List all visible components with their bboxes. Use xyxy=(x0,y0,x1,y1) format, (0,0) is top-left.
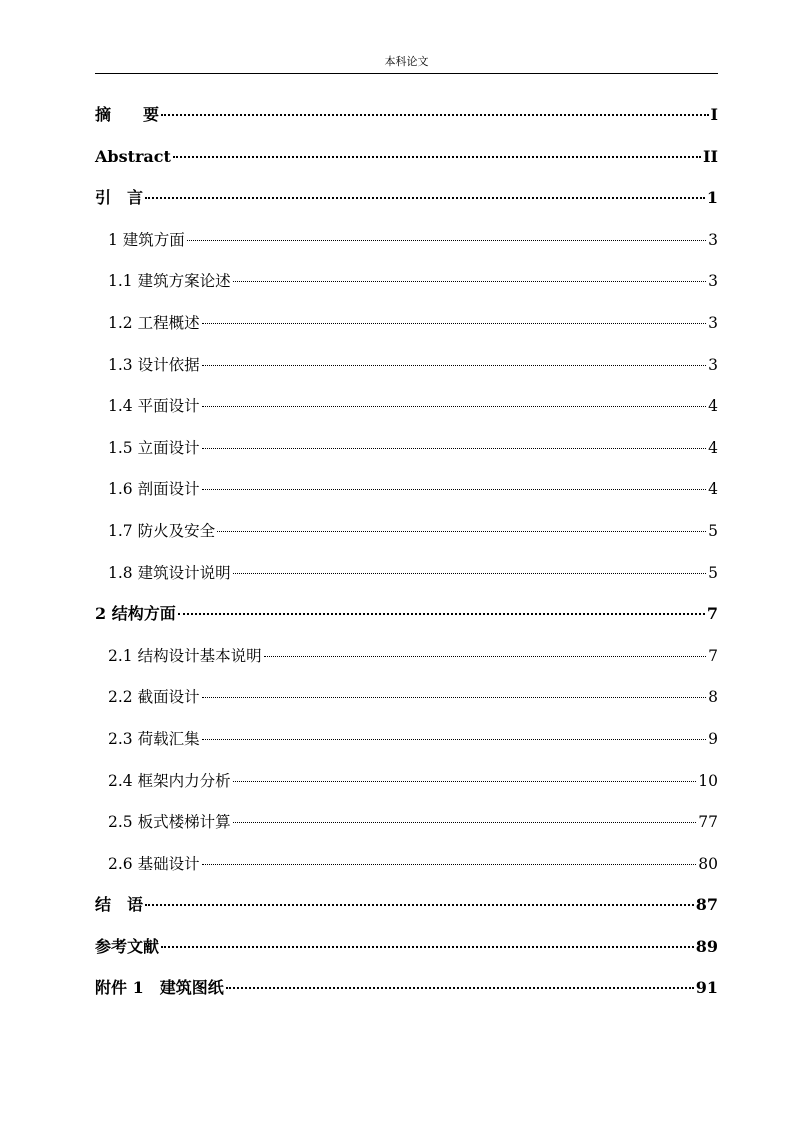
toc-entry-page: II xyxy=(703,146,718,166)
toc-entry-page: 3 xyxy=(708,313,718,332)
dot-leader xyxy=(226,987,694,989)
toc-entry-section-1-5[interactable] xyxy=(95,436,718,478)
dot-leader xyxy=(217,531,706,532)
toc-entry-conclusion[interactable] xyxy=(95,893,718,935)
toc-entry-title: 1.6 剖面设计 xyxy=(108,480,200,499)
toc-entry-title: 1.7 防火及安全 xyxy=(108,521,216,540)
dot-leader xyxy=(178,613,705,615)
toc-entry-page: 10 xyxy=(698,771,718,790)
toc-entry-title: 2 结构方面 xyxy=(95,604,176,624)
toc-entry-section-2-4[interactable] xyxy=(95,769,718,811)
dot-leader xyxy=(233,281,707,282)
toc-entry-title: 2.4 框架内力分析 xyxy=(108,771,231,790)
toc-entry-title: 1.3 设计依据 xyxy=(108,355,200,374)
toc-entry-title: 2.3 荷载汇集 xyxy=(108,729,200,748)
toc-entry-page: 91 xyxy=(695,978,718,998)
toc-entry-page: 3 xyxy=(708,355,718,374)
dot-leader xyxy=(145,197,705,199)
toc-entry-section-2-1[interactable] xyxy=(95,644,718,686)
dot-leader xyxy=(161,114,709,116)
toc-entry-page: 7 xyxy=(708,646,718,665)
dot-leader xyxy=(173,156,701,158)
dot-leader xyxy=(161,946,694,948)
toc-entry-title: 2.5 板式楼梯计算 xyxy=(108,813,231,832)
dot-leader xyxy=(233,822,697,823)
toc-entry-section-1-1[interactable] xyxy=(95,269,718,311)
dot-leader xyxy=(202,406,707,407)
toc-entry-page: I xyxy=(710,105,718,124)
toc-entry-section-1[interactable] xyxy=(95,228,718,270)
toc-entry-title: 1.2 工程概述 xyxy=(108,313,200,332)
toc-entry-page: 80 xyxy=(698,854,718,873)
toc-entry-section-2-6[interactable] xyxy=(95,852,718,894)
toc-entry-section-2-2[interactable] xyxy=(95,685,718,727)
toc-entry-section-1-8[interactable] xyxy=(95,561,718,603)
toc-entry-title: 1.1 建筑方案论述 xyxy=(108,272,231,291)
toc-entry-section-1-6[interactable] xyxy=(95,477,718,519)
toc-entry-page: 8 xyxy=(708,688,718,707)
toc-entry-page: 4 xyxy=(708,480,718,499)
toc-entry-introduction[interactable] xyxy=(95,186,718,228)
toc-entry-title: 引 言 xyxy=(95,188,144,208)
toc-entry-section-1-3[interactable] xyxy=(95,353,718,395)
dot-leader xyxy=(187,240,706,241)
toc-entry-section-2-5[interactable] xyxy=(95,810,718,852)
toc-entry-section-1-2[interactable] xyxy=(95,311,718,353)
toc-entry-title: 结 语 xyxy=(95,895,144,915)
toc-entry-title: Abstract xyxy=(95,146,171,166)
toc-entry-section-1-4[interactable] xyxy=(95,394,718,436)
toc-entry-abstract-en[interactable] xyxy=(95,145,718,187)
toc-entry-page: 9 xyxy=(708,729,718,748)
dot-leader xyxy=(233,781,697,782)
toc-entry-title: 1 建筑方面 xyxy=(108,230,185,249)
toc-entry-title: 2.6 基础设计 xyxy=(108,854,200,873)
dot-leader xyxy=(202,489,707,490)
dot-leader xyxy=(202,323,707,324)
dot-leader xyxy=(145,904,694,906)
toc-entry-title: 1.5 立面设计 xyxy=(108,438,200,457)
toc-entry-page: 5 xyxy=(708,521,718,540)
toc-entry-abstract-cn[interactable] xyxy=(95,103,718,145)
toc-entry-page: 4 xyxy=(708,438,718,457)
toc-entry-section-2[interactable] xyxy=(95,602,718,644)
toc-entry-title: 附件 1 建筑图纸 xyxy=(95,978,224,998)
dot-leader xyxy=(202,448,707,449)
toc-entry-section-1-7[interactable] xyxy=(95,519,718,561)
toc-entry-section-2-3[interactable] xyxy=(95,727,718,769)
page-header xyxy=(95,56,718,74)
toc-entry-page: 3 xyxy=(708,230,718,249)
toc-entry-title: 1.4 平面设计 xyxy=(108,397,200,416)
dot-leader xyxy=(202,697,707,698)
toc-entry-title: 2.2 截面设计 xyxy=(108,688,200,707)
toc-entry-title: 摘 要 xyxy=(95,105,160,124)
toc-entry-appendix-1[interactable] xyxy=(95,976,718,1018)
toc-entry-page: 87 xyxy=(695,895,718,915)
dot-leader xyxy=(202,739,707,740)
dot-leader xyxy=(233,573,707,574)
toc-entry-page: 5 xyxy=(708,563,718,582)
toc-entry-page: 4 xyxy=(708,397,718,416)
toc-entry-page: 89 xyxy=(695,936,718,956)
toc-entry-page: 3 xyxy=(708,272,718,291)
toc-entry-page: 7 xyxy=(706,604,718,624)
running-title: 本科论文 xyxy=(384,55,429,68)
toc-entry-page: 1 xyxy=(706,188,718,208)
dot-leader xyxy=(202,365,707,366)
toc-entry-title: 参考文献 xyxy=(95,936,160,956)
toc-entry-title: 1.8 建筑设计说明 xyxy=(108,563,231,582)
toc-entry-title: 2.1 结构设计基本说明 xyxy=(108,646,262,665)
dot-leader xyxy=(264,656,707,657)
toc-entry-page: 77 xyxy=(698,813,718,832)
toc-entry-references[interactable] xyxy=(95,935,718,977)
table-of-contents xyxy=(95,103,718,1018)
dot-leader xyxy=(202,864,697,865)
